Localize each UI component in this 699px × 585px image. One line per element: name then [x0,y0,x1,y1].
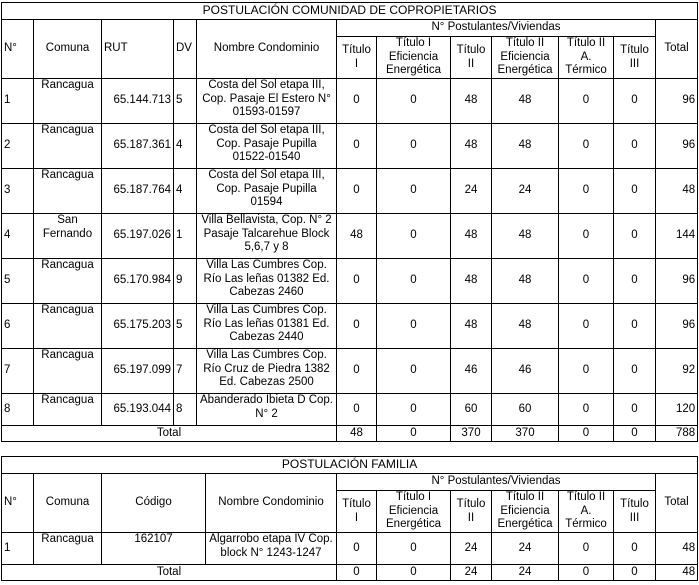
cell-titulo-3: 0 [614,259,656,304]
cell-titulo-1: 0 [337,259,377,304]
cell-titulo-1-ee: 0 [377,394,451,426]
header-titulo-1-ee: Título I Eficiencia Energética [377,37,451,79]
cell-titulo-2-ee: 48 [492,124,559,169]
cell-codigo: 162107 [102,533,206,565]
table-row [2,79,698,124]
total-titulo-1: 0 [337,565,377,581]
cell-titulo-2-at: 0 [559,124,614,169]
cell-titulo-1-ee: 0 [377,259,451,304]
cell-comuna: Rancagua [34,79,102,124]
cell-total: 48 [656,169,698,214]
cell-nombre: Costa del Sol etapa III, Cop. Pasaje Pupilla 01594 [197,169,337,214]
cell-num: 1 [2,79,34,124]
cell-comuna: Rancagua [34,124,102,169]
cell-titulo-2-at: 0 [559,349,614,394]
cell-titulo-2-at: 0 [559,533,614,565]
total-titulo-2-at: 0 [559,426,614,442]
table-title: POSTULACIÓN FAMILIA [2,457,698,474]
cell-titulo-2: 48 [451,124,492,169]
comunidad-copropietarios-table [1,2,698,442]
cell-dv: 9 [174,259,197,304]
cell-total: 96 [656,259,698,304]
cell-titulo-2-ee: 24 [492,533,559,565]
cell-rut: 65.187.764 [102,169,174,214]
cell-titulo-3: 0 [614,124,656,169]
header-nombre: Nombre Condominio [206,474,337,533]
cell-rut: 65.197.026 [102,214,174,259]
cell-titulo-3: 0 [614,214,656,259]
cell-titulo-2-at: 0 [559,394,614,426]
cell-titulo-3: 0 [614,533,656,565]
table-row [2,259,698,304]
table-row [2,214,698,259]
cell-dv: 4 [174,169,197,214]
cell-total: 96 [656,79,698,124]
cell-titulo-2: 48 [451,79,492,124]
total-row [2,565,698,581]
cell-comuna: Rancagua [34,169,102,214]
total-titulo-2-ee: 370 [492,426,559,442]
cell-nombre: Algarrobo etapa IV Cop. block N° 1243-1247 [206,533,337,565]
cell-titulo-2-at: 0 [559,79,614,124]
total-titulo-3: 0 [614,426,656,442]
cell-titulo-2-ee: 46 [492,349,559,394]
total-titulo-1-ee: 0 [377,426,451,442]
header-num: N° [2,474,34,533]
header-titulo-2: Título II [451,491,492,533]
header-titulo-2-at: Título II A. Térmico [559,491,614,533]
cell-titulo-2: 24 [451,533,492,565]
cell-num: 8 [2,394,34,426]
header-titulo-2-ee: Título II Eficiencia Energética [492,491,559,533]
cell-nombre: Costa del Sol etapa III, Cop. Pasaje Pupilla 01522-01540 [197,124,337,169]
cell-titulo-2-ee: 48 [492,259,559,304]
cell-titulo-2-at: 0 [559,259,614,304]
cell-num: 4 [2,214,34,259]
cell-titulo-2: 46 [451,349,492,394]
cell-rut: 65.144.713 [102,79,174,124]
total-total: 48 [656,565,698,581]
table-row [2,304,698,349]
header-titulo-1-ee: Título I Eficiencia Energética [377,491,451,533]
cell-num: 6 [2,304,34,349]
total-total: 788 [656,426,698,442]
cell-nombre: Costa del Sol etapa III, Cop. Pasaje El Estero N° 01593-01597 [197,79,337,124]
cell-rut: 65.170.984 [102,259,174,304]
cell-comuna: San Fernando [34,214,102,259]
cell-titulo-1: 0 [337,79,377,124]
header-postulantes-group: N° Postulantes/Viviendas [337,20,656,37]
total-titulo-1: 48 [337,426,377,442]
header-titulo-2-ee: Título II Eficiencia Energética [492,37,559,79]
familia-table [1,456,698,581]
cell-titulo-2-at: 0 [559,304,614,349]
table-row [2,349,698,394]
cell-comuna: Rancagua [34,349,102,394]
cell-dv: 4 [174,124,197,169]
header-row-group [2,20,698,37]
table-row [2,394,698,426]
cell-dv: 1 [174,214,197,259]
cell-titulo-2-ee: 60 [492,394,559,426]
cell-titulo-1: 48 [337,214,377,259]
header-nombre: Nombre Condominio [197,20,337,79]
cell-total: 96 [656,124,698,169]
total-row [2,426,698,442]
table-title-row [2,3,698,20]
cell-num: 7 [2,349,34,394]
cell-total: 144 [656,214,698,259]
cell-titulo-2: 24 [451,169,492,214]
table-row [2,124,698,169]
cell-titulo-1-ee: 0 [377,214,451,259]
cell-titulo-1: 0 [337,533,377,565]
header-num: N° [2,20,34,79]
total-titulo-2-ee: 24 [492,565,559,581]
cell-titulo-2: 48 [451,259,492,304]
header-postulantes-group: N° Postulantes/Viviendas [337,474,656,491]
header-titulo-3: Título III [614,491,656,533]
total-label: Total [2,426,337,442]
cell-nombre: Villa Las Cumbres Cop. Río Las leñas 01381 Ed. Cabezas 2440 [197,304,337,349]
cell-titulo-3: 0 [614,169,656,214]
cell-total: 96 [656,304,698,349]
header-titulo-1: Título I [337,37,377,79]
header-rut: RUT [102,20,174,79]
cell-titulo-1: 0 [337,394,377,426]
cell-titulo-3: 0 [614,304,656,349]
cell-titulo-2-ee: 48 [492,304,559,349]
header-titulo-2: Título II [451,37,492,79]
cell-comuna: Rancagua [34,259,102,304]
table-title: POSTULACIÓN COMUNIDAD DE COPROPIETARIOS [2,3,698,20]
cell-titulo-3: 0 [614,349,656,394]
table-row [2,169,698,214]
cell-titulo-1: 0 [337,304,377,349]
cell-total: 120 [656,394,698,426]
total-titulo-1-ee: 0 [377,565,451,581]
total-label: Total [2,565,337,581]
total-titulo-2: 370 [451,426,492,442]
cell-titulo-2-ee: 48 [492,214,559,259]
cell-comuna: Rancagua [34,304,102,349]
total-titulo-2: 24 [451,565,492,581]
cell-titulo-2: 48 [451,304,492,349]
header-titulo-1: Título I [337,491,377,533]
cell-titulo-2-ee: 48 [492,79,559,124]
cell-dv: 8 [174,394,197,426]
table-row [2,533,698,565]
header-dv: DV [174,20,197,79]
header-codigo: Código [102,474,206,533]
cell-titulo-1-ee: 0 [377,349,451,394]
header-comuna: Comuna [34,20,102,79]
cell-titulo-1: 0 [337,124,377,169]
cell-titulo-3: 0 [614,79,656,124]
total-titulo-3: 0 [614,565,656,581]
header-titulo-3: Título III [614,37,656,79]
cell-rut: 65.175.203 [102,304,174,349]
cell-num: 2 [2,124,34,169]
cell-nombre: Abanderado Ibieta D Cop. N° 2 [197,394,337,426]
cell-total: 92 [656,349,698,394]
cell-num: 3 [2,169,34,214]
header-comuna: Comuna [34,474,102,533]
cell-titulo-2-at: 0 [559,214,614,259]
cell-titulo-1-ee: 0 [377,304,451,349]
cell-total: 48 [656,533,698,565]
cell-num: 1 [2,533,34,565]
cell-num: 5 [2,259,34,304]
cell-titulo-2-ee: 24 [492,169,559,214]
cell-titulo-1-ee: 0 [377,79,451,124]
table-title-row [2,457,698,474]
cell-dv: 7 [174,349,197,394]
header-total: Total [656,20,698,79]
header-row-group [2,474,698,491]
cell-nombre: Villa Las Cumbres Cop. Río Cruz de Piedra 1382 Ed. Cabezas 2500 [197,349,337,394]
cell-rut: 65.197.099 [102,349,174,394]
cell-dv: 5 [174,79,197,124]
cell-titulo-1: 0 [337,349,377,394]
cell-nombre: Villa Las Cumbres Cop. Río Las leñas 01382 Ed. Cabezas 2460 [197,259,337,304]
header-titulo-2-at: Título II A. Térmico [559,37,614,79]
cell-comuna: Rancagua [34,533,102,565]
cell-rut: 65.187.361 [102,124,174,169]
cell-titulo-3: 0 [614,394,656,426]
cell-titulo-1-ee: 0 [377,124,451,169]
cell-titulo-1-ee: 0 [377,533,451,565]
cell-dv: 5 [174,304,197,349]
total-titulo-2-at: 0 [559,565,614,581]
cell-comuna: Rancagua [34,394,102,426]
cell-titulo-2: 60 [451,394,492,426]
cell-titulo-1-ee: 0 [377,169,451,214]
cell-rut: 65.193.044 [102,394,174,426]
cell-nombre: Villa Bellavista, Cop. N° 2 Pasaje Talcarehue Block 5,6,7 y 8 [197,214,337,259]
cell-titulo-1: 0 [337,169,377,214]
cell-titulo-2-at: 0 [559,169,614,214]
cell-titulo-2: 48 [451,214,492,259]
header-total: Total [656,474,698,533]
